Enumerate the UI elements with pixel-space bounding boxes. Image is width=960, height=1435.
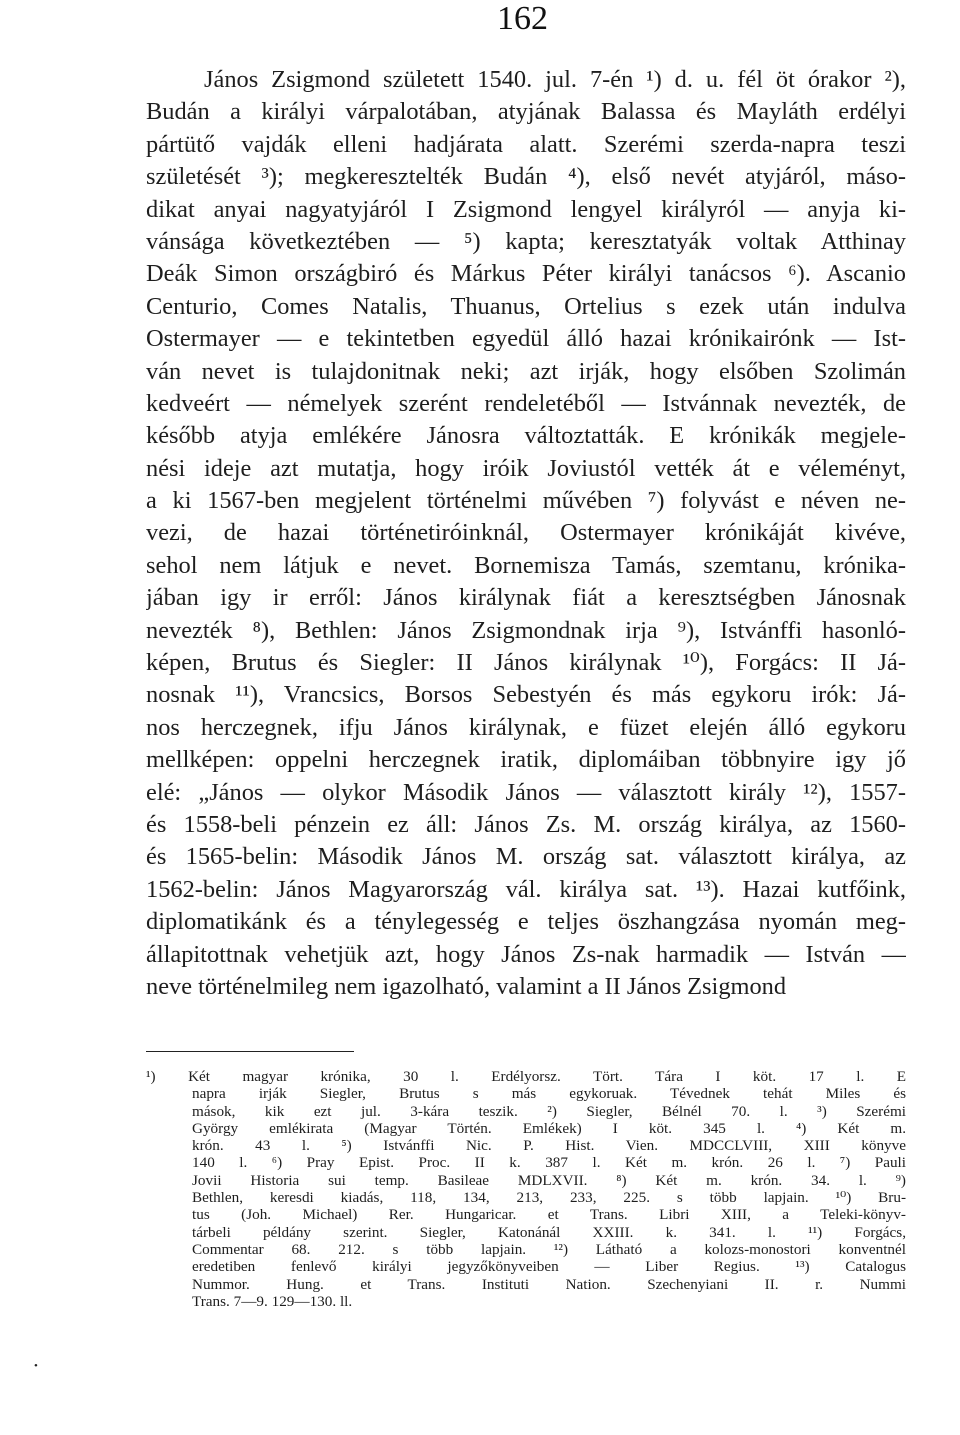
body-line: nevezték ⁸), Bethlen: János Zsigmondnak irja ⁹), Istvánffi hasonló- [146,616,906,644]
body-line: a ki 1567-ben megjelent történelmi művében ⁷) folyvást e néven ne- [146,487,906,515]
footnote-line: Bethlen, keresdi kiadás, 118, 134, 213, 233, 225. s több lapjain. ¹⁰) Bru- [192,1189,906,1207]
body-line: képen, Brutus és Siegler: II János királynak ¹⁰), Forgács: II Já- [146,649,906,677]
body-line: vánsága következtében — ⁵) kapta; keresztatyák voltak Atthinay [146,227,906,255]
footnote-line: Commentar 68. 212. s több lapjain. ¹²) Látható a kolozs-monostori konventnél [192,1240,906,1258]
body-line: Budán a királyi várpalotában, atyjának Balassa és Mayláth erdélyi [146,98,906,126]
body-line: pártütő vajdák elleni hadjárata alatt. Szerémi szerda-napra teszi [146,130,906,158]
margin-mark: • [34,1360,38,1372]
body-line: 1562-belin: János Magyarország vál. királya sat. ¹³). Hazai kutfőink, [146,875,906,903]
body-line: nési ideje azt mutatja, hogy iróik Joviustól vették át e véleményt, [146,454,906,482]
body-line: születését ³); megkeresztelték Budán ⁴), első nevét atyjáról, máso- [146,163,906,191]
body-line: dikat anyai nagyatyjáról I Zsigmond lengyel királyról — anyja ki- [146,195,906,223]
body-line: diplomatikánk és a ténylegesség e teljes öszhangzása nyomán meg- [146,908,906,936]
footnotes [146,1068,906,1310]
footnote-line: tus (Joh. Michael) Rer. Hungaricar. et Trans. Libri XIII, a Teleki-könyv- [192,1206,906,1224]
body-line: később atyja emlékére Jánosra változtatták. E krónikák megjele- [146,422,906,450]
body-text [146,64,906,1003]
body-line: nos herczegnek, ifju János királynak, e füzet elején álló egykoru [146,713,906,741]
footnote-line: Jovii Historia sui temp. Basileae MDLXVII. ⁸) Két m. krón. 34. l. ⁹) [192,1171,906,1189]
body-line: Centurio, Comes Natalis, Thuanus, Ortelius s ezek után indulva [146,292,906,320]
body-line: nosnak ¹¹), Vrancsics, Borsos Sebestyén és más egykoru irók: Já- [146,681,906,709]
page-number: 162 [497,0,548,37]
footnote-line: eredetiben fenlevő királyi jegyzőkönyveiben — Liber Regius. ¹³) Catalogus [192,1258,906,1276]
footnote-line: mások, kik ezt jul. 3-kára teszik. ²) Siegler, Bélnél 70. l. ³) Szerémi [192,1102,906,1120]
footnote-line: Trans. 7—9. 129—130. ll. [192,1292,353,1310]
body-line: és 1565-belin: Második János M. ország sat. választott királya, az [146,843,906,871]
body-line: Ostermayer — e tekintetben egyedül álló hazai krónikairónk — Ist- [146,325,906,353]
body-line: vezi, de hazai történetiróinknál, Ostermayer krónikáját kivéve, [146,519,906,547]
body-line: jában igy ir erről: János királynak fiát a keresztségben Jánosnak [146,584,906,612]
body-line: és 1558-beli pénzein ez áll: János Zs. M. ország királya, az 1560- [146,810,906,838]
body-line: állapitottnak vehetjük azt, hogy János Zs-nak harmadik — István — [146,940,906,968]
footnote-separator [146,1051,354,1052]
footnote-line: tárbeli példány szerint. Siegler, Katonánál XXIII. k. 341. l. ¹¹) Forgács, [192,1223,906,1241]
body-line: mellképen: oppelni herczegnek iratik, diplomáiban többnyire igy jő [146,746,906,774]
body-line: sehol nem látjuk e nevet. Bornemisza Tamás, szemtanu, krónika- [146,551,906,579]
footnote-line: ¹) Két magyar krónika, 30 l. Erdélyorsz. Tört. Tára I köt. 17 l. E [146,1068,906,1085]
body-line: neve történelmileg nem igazolható, valamint a II János Zsigmond [146,972,787,1000]
body-line: elé: „János — olykor Második János — választott király ¹²), 1557- [146,778,906,806]
footnote-line: Nummor. Hung. et Trans. Instituti Nation. Szechenyiani II. r. Nummi [192,1275,906,1293]
body-line: ván nevet is tulajdonitnak neki; azt irják, hogy elsőben Szolimán [146,357,906,385]
footnote-line: napra irják Siegler, Brutus s más egykoruak. Tévednek tehát Miles és [192,1085,906,1103]
body-line: János Zsigmond született 1540. jul. 7-én ¹) d. u. fél öt órakor ²), [204,66,906,93]
footnote-line: György emlékirata (Magyar Történ. Emlékek) I köt. 345 l. ⁴) Két m. [192,1119,906,1137]
body-line: Deák Simon országbiró és Márkus Péter királyi tanácsos ⁶). Ascanio [146,260,906,288]
footnote-line: krón. 43 l. ⁵) Istvánffi Nic. P. Hist. Vien. MDCCLVIII, XIII könyve [192,1137,906,1155]
body-line: kedveért — némelyek szerént rendeletéből — Istvánnak nevezték, de [146,389,906,417]
footnote-line: 140 l. ⁶) Pray Epist. Proc. II k. 387 l. Két m. krón. 26 l. ⁷) Pauli [192,1154,906,1172]
